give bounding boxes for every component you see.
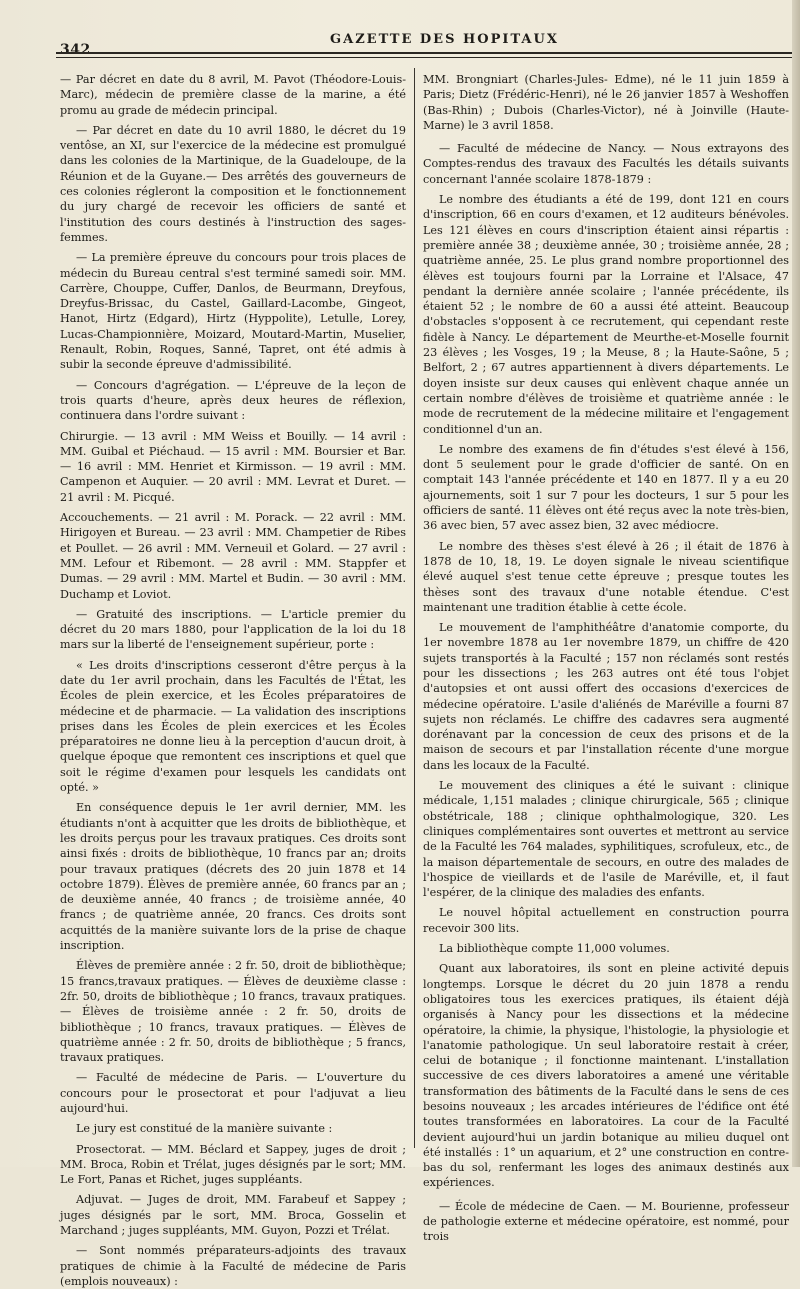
paragraph: — Par décret en date du 8 avril, M. Pavot (Théodore-Louis-Marc), médecin de première classe de la marine, a été promu au grade de médecin principal. bbox=[60, 73, 406, 117]
paragraph: — Faculté de médecine de Paris. — L'ouverture du concours pour le prosectorat et pour l'adjuvat a lieu aujourd'hui. bbox=[60, 1071, 406, 1115]
paragraph: Le nouvel hôpital actuellement en construction pourra recevoir 300 lits. bbox=[423, 906, 789, 935]
paragraph: Chirurgie. — 13 avril : MM Weiss et Bouilly. — 14 avril : MM. Guibal et Piéchaud. — 15 avril : MM. Boursier et Bar. — 16 avril : MM. Henriet et Kirmisson. — 19 avril : MM. Campenon et Auquier. — 20 avril : MM. Levrat et Duret. — 21 avril : M. Picqué. bbox=[60, 429, 406, 504]
paragraph: — École de médecine de Caen. — M. Bourienne, professeur de pathologie externe et médecine opératoire, est nommé, pour trois bbox=[423, 1199, 789, 1244]
paragraph: — La première épreuve du concours pour trois places de médecin du Bureau central s'est terminé samedi soir. MM. Carrère, Chouppe, Cuffer, Danlos, de Beurmann, Dreyfous, Dreyfus-Brissac, du Castel, Gaillard-Lacombe, Gingeot, Hanot, Hirtz (Edgard), Hirtz (Hyppolite), Letulle, Lorey, Lucas-Championnière, Moizard, Moutard-Martin, Muselier, Renault, Robin, Roques, Sanné, Tapret, ont été admis à subir la seconde épreuve d'admissibilité. bbox=[60, 251, 406, 372]
page-edge-shadow bbox=[792, 0, 800, 1167]
header-rule bbox=[56, 52, 792, 58]
paragraph: Le nombre des examens de fin d'études s'est élevé à 156, dont 5 seulement pour le grade d'officier de santé. On en comptait 143 l'année précédente et 140 en 1877. Il y a eu 20 ajournements, soit 1 sur 7 pour les docteurs, 1 sur 5 pour les officiers de santé. 11 élèves ont été reçus avec la note très-bien, 36 avec bien, 57 avec assez bien, 32 avec médiocre. bbox=[423, 442, 789, 533]
paragraph: Accouchements. — 21 avril : M. Porack. — 22 avril : MM. Hirigoyen et Bureau. — 23 avril : MM. Champetier de Ribes et Poullet. — 26 avril : MM. Verneuil et Golard. — 27 avril : MM. Lefour et Ribemont. — 28 avril : MM. Stappfer et Dumas. — 29 avril : MM. Martel et Budin. — 30 avril : MM. Duchamp et Loviot. bbox=[60, 511, 406, 601]
paragraph: Élèves de première année : 2 fr. 50, droit de bibliothèque; 15 francs,travaux pratiques. — Élèves de deuxième classe : 2fr. 50, droits de bibliothèque ; 10 francs, travaux pratiques. — Élèves de troisième année : 2 fr. 50, droits de bibliothèque ; 10 francs, travaux pratiques. — Élèves de quatrième année : 2 fr. 50, droits de bibliothèque ; 5 francs, travaux pratiques. bbox=[60, 959, 406, 1065]
paragraph: Le nombre des thèses s'est élevé à 26 ; il était de 1876 à 1878 de 10, 18, 19. Le doyen signale le niveau scientifique élevé auquel s'est tenue cette épreuve ; presque toutes les thèses sont des travaux d'une notable étendue. C'est maintenant une tradition établie à cette école. bbox=[423, 539, 789, 614]
page-number: 342 bbox=[60, 42, 91, 58]
running-title: GAZETTE DES HOPITAUX bbox=[330, 32, 559, 47]
paragraph: En conséquence depuis le 1er avril dernier, MM. les étudiants n'ont à acquitter que les droits de bibliothèque, et les droits perçus pour les travaux pratiques. Ces droits sont ainsi fixés : droits de bibliothèque, 10 francs par an; droits pour travaux pratiques (décrets des 20 juin 1878 et 14 octobre 1879). Élèves de première année, 60 francs par an ; de deuxième année, 40 francs ; de troisième année, 40 francs ; de quatrième année, 20 francs. Ces droits sont acquittés de la manière suivante lors de la prise de chaque inscription. bbox=[60, 801, 406, 953]
paragraph: Quant aux laboratoires, ils sont en pleine activité depuis longtemps. Lorsque le décret du 20 juin 1878 a rendu obligatoires tous les exercices pratiques, ils étaient déjà organisés à Nancy pour les dissections et la médecine opératoire, la chimie, la physique, l'histologie, la physiologie et l'anatomie pathologique. Un seul laboratoire restait à créer, celui de botanique ; il fonctionne maintenant. L'installation successive de ces divers laboratoires a amené une véritable transformation des bâtiments de la Faculté dans le sens de ces besoins nouveaux ; les arcades intérieures de l'édifice ont été toutes transformées en laboratoires. La cour de la Faculté devient aujourd'hui un jardin botanique au milieu duquel ont été installés : 1° un aquarium, et 2° une construction en contre-bas du sol, renfermant les loges des animaux destinés aux expériences. bbox=[423, 962, 789, 1190]
paragraph: Prosectorat. — MM. Béclard et Sappey, juges de droit ; MM. Broca, Robin et Trélat, juges désignés par le sort; MM. Le Fort, Panas et Richet, juges suppléants. bbox=[60, 1142, 406, 1187]
right-column bbox=[423, 72, 789, 1244]
paragraph: — Par décret en date du 10 avril 1880, le décret du 19 ventôse, an XI, sur l'exercice de la médecine est promulgué dans les colonies de la Martinique, de la Guadeloupe, de la Réunion et de la Guyane.— Des arrêtés des gouverneurs de ces colonies régleront la composition et le fonctionnement du jury chargé de recevoir les officiers de santé et l'institution des cours destinés à l'instruction des sages-femmes. bbox=[60, 123, 406, 244]
paragraph: Adjuvat. — Juges de droit, MM. Farabeuf et Sappey ; juges désignés par le sort, MM. Broca, Gosselin et Marchand ; juges suppléants, MM. Guyon, Pozzi et Trélat. bbox=[60, 1193, 406, 1238]
paragraph: — Gratuité des inscriptions. — L'article premier du décret du 20 mars 1880, pour l'application de la loi du 18 mars sur la liberté de l'enseignement supérieur, porte : bbox=[60, 607, 406, 652]
paragraph: Le jury est constitué de la manière suivante : bbox=[76, 1122, 333, 1136]
column-divider bbox=[414, 68, 415, 1148]
paragraph: MM. Brongniart (Charles-Jules- Edme), né le 11 juin 1859 à Paris; Dietz (Frédéric-Henri), né le 26 janvier 1857 à Weshoffen (Bas-Rhin) ; Dubois (Charles-Victor), né à Joinville (Haute-Marne) le 3 avril 1858. bbox=[423, 73, 789, 132]
paragraph: Le mouvement des cliniques a été le suivant : clinique médicale, 1,151 malades ; clinique chirurgicale, 565 ; clinique obstétricale, 188 ; clinique ophthalmologique, 320. Les cliniques complémentaires sont ouvertes et mettront au service de la Faculté les 764 malades, syphilitiques, scrofuleux, etc., de la maison départementale de secours, en outre des malades de l'hospice de vieillards et de l'asile de Maréville, et, il faut l'espérer, de la clinique des maladies des enfants. bbox=[423, 779, 789, 900]
paragraph: « Les droits d'inscriptions cesseront d'être perçus à la date du 1er avril prochain, dans les Facultés de l'État, les Écoles de plein exercice, et les Écoles préparatoires de médecine et de pharmacie. — La validation des inscriptions prises dans les Écoles de plein exercices et les Écoles préparatoires ne donne lieu à la perception d'aucun droit, à quelque époque que remontent ces inscriptions et quel que soit le régime d'examen pour lesquels les candidats ont opté. » bbox=[60, 658, 406, 795]
paragraph: La bibliothèque compte 11,000 volumes. bbox=[439, 942, 670, 956]
paragraph: — Concours d'agrégation. — L'épreuve de la leçon de trois quarts d'heure, après deux heures de réflexion, continuera dans l'ordre suivant : bbox=[60, 378, 406, 423]
paragraph: Le nombre des étudiants a été de 199, dont 121 en cours d'inscription, 66 en cours d'examen, et 12 auditeurs bénévoles. Les 121 élèves en cours d'inscription étaient ainsi répartis : première année 38 ; deuxième année, 30 ; troisième année, 28 ; quatrième année, 25. Le plus grand nombre proportionnel des élèves est toujours fourni par la Lorraine et l'Alsace, 47 pendant la dernière année scolaire ; l'année précédente, ils étaient 52 ; le nombre de 60 a aussi été atteint. Beaucoup d'obstacles s'opposent à ce recrutement, qui cependant reste fidèle à Nancy. Le département de Meurthe-et-Moselle fournit 23 élèves ; les Vosges, 19 ; la Meuse, 8 ; la Haute-Saône, 5 ; Belfort, 2 ; 67 autres appartiennent à divers départements. Le doyen insiste sur deux causes qui enlèvent chaque année un certain nombre d'élèves de troisième et quatrième année : le mode de recrutement de la médecine militaire et l'engagement conditionnel d'un an. bbox=[423, 193, 789, 436]
paragraph: Le mouvement de l'amphithéâtre d'anatomie comporte, du 1er novembre 1878 au 1er novembre 1879, un chiffre de 420 sujets transportés à la Faculté ; 157 non réclamés sont restés pour les dissections ; les 263 autres ont été tous l'objet d'autopsies et ont aussi offert des occasions d'exercices de médecine opératoire. L'asile d'aliénés de Maréville a fourni 87 sujets non réclamés. Le chiffre des cadavres sera augmenté dorénavant par la concession de ceux des prisons et de la maison de secours et par l'installation récente d'une morgue dans les locaux de la Faculté. bbox=[423, 621, 789, 772]
paragraph: — Faculté de médecine de Nancy. — Nous extrayons des Comptes-rendus des travaux des Facultés les détails suivants concernant l'année scolaire 1878-1879 : bbox=[423, 142, 789, 186]
left-column bbox=[60, 72, 406, 1288]
paragraph: — Sont nommés préparateurs-adjoints des travaux pratiques de chimie à la Faculté de médecine de Paris (emplois nouveaux) : bbox=[60, 1244, 406, 1288]
